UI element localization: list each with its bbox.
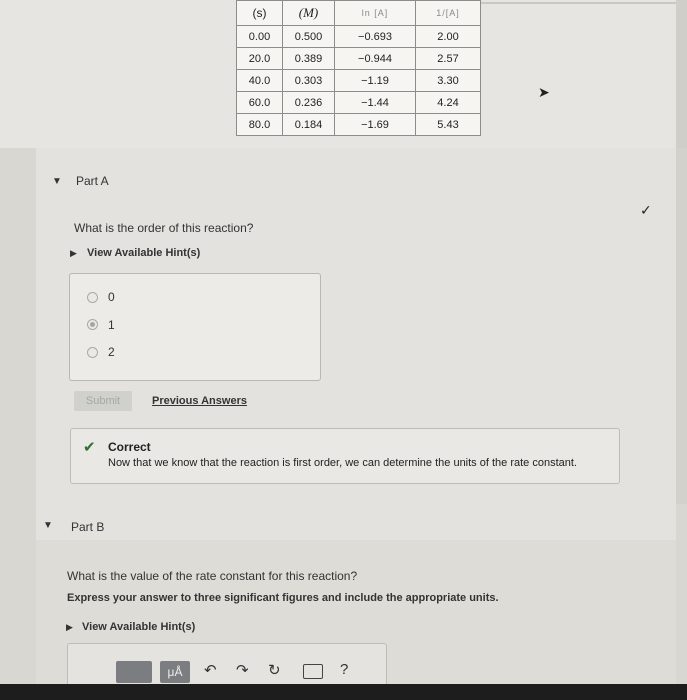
table-cell: 40.0: [237, 70, 283, 92]
part-b-question: What is the value of the rate constant for this reaction?: [67, 569, 358, 583]
view-hints-link[interactable]: View Available Hint(s): [87, 247, 201, 259]
part-b-header: [36, 504, 676, 540]
collapse-caret-icon[interactable]: ▼: [52, 176, 62, 187]
part-b-title[interactable]: Part B: [71, 520, 105, 534]
table-cell: 2.57: [416, 48, 481, 70]
radio-choice-0[interactable]: [87, 292, 98, 303]
table-header: (s): [237, 1, 283, 26]
table-cell: 0.389: [283, 48, 335, 70]
submit-button[interactable]: Submit: [74, 391, 132, 411]
part-b-instruction: Express your answer to three significant figures and include the appropriate units.: [67, 592, 499, 604]
table-cell: −1.69: [335, 114, 416, 136]
undo-icon[interactable]: ↶: [204, 662, 217, 679]
bottom-bar: [0, 684, 687, 700]
table-cell: −1.19: [335, 70, 416, 92]
previous-answers-link[interactable]: Previous Answers: [152, 395, 247, 407]
radio-choice-2[interactable]: [87, 347, 98, 358]
panel-edge: [676, 148, 687, 504]
choice-list: [69, 273, 321, 381]
feedback-message: Now that we know that the reaction is first order, we can determine the units of the rate constant.: [108, 457, 577, 469]
table-row: [237, 26, 481, 48]
radio-choice-1[interactable]: [87, 319, 98, 330]
correct-check-icon: ✔: [83, 439, 96, 456]
data-table: [236, 0, 481, 136]
choice-label: 1: [108, 318, 115, 332]
table-cell: 0.303: [283, 70, 335, 92]
table-cell: 3.30: [416, 70, 481, 92]
table-cell: 0.236: [283, 92, 335, 114]
table-row: [237, 70, 481, 92]
table-cell: 20.0: [237, 48, 283, 70]
part-a-question: What is the order of this reaction?: [74, 221, 254, 235]
keyboard-icon[interactable]: [303, 664, 323, 679]
choice-label: 0: [108, 290, 115, 304]
table-cell: 80.0: [237, 114, 283, 136]
reset-icon[interactable]: ↻: [268, 662, 281, 679]
feedback-box: [70, 428, 620, 484]
feedback-title: Correct: [108, 440, 151, 454]
table-cell: 5.43: [416, 114, 481, 136]
table-cell: 0.500: [283, 26, 335, 48]
table-cell: 2.00: [416, 26, 481, 48]
table-header-row: [237, 1, 481, 26]
table-cell: 4.24: [416, 92, 481, 114]
expand-caret-icon[interactable]: ▶: [70, 248, 77, 258]
answer-input-area[interactable]: [67, 643, 387, 689]
divider: [480, 2, 676, 4]
table-row: [237, 114, 481, 136]
table-row: [237, 48, 481, 70]
table-header: (M): [283, 1, 335, 26]
units-button[interactable]: μÅ: [160, 661, 190, 683]
table-cell: 0.00: [237, 26, 283, 48]
templates-icon[interactable]: [116, 661, 152, 683]
mouse-cursor-icon: ➤: [538, 84, 550, 100]
panel-edge: [676, 0, 687, 148]
choice-label: 2: [108, 345, 115, 359]
table-row: [237, 92, 481, 114]
checkmark-icon: ✓: [640, 202, 652, 218]
expand-caret-icon[interactable]: ▶: [66, 622, 73, 632]
table-header: 1/[A]: [416, 1, 481, 26]
help-button[interactable]: ?: [340, 661, 349, 678]
part-a-title[interactable]: Part A: [76, 174, 109, 188]
table-cell: −0.693: [335, 26, 416, 48]
table-cell: 60.0: [237, 92, 283, 114]
table-cell: −1.44: [335, 92, 416, 114]
table-cell: −0.944: [335, 48, 416, 70]
collapse-caret-icon[interactable]: ▼: [43, 520, 53, 531]
table-cell: 0.184: [283, 114, 335, 136]
redo-icon[interactable]: ↷: [236, 662, 249, 679]
table-header: ln [A]: [335, 1, 416, 26]
view-hints-link[interactable]: View Available Hint(s): [82, 621, 196, 633]
